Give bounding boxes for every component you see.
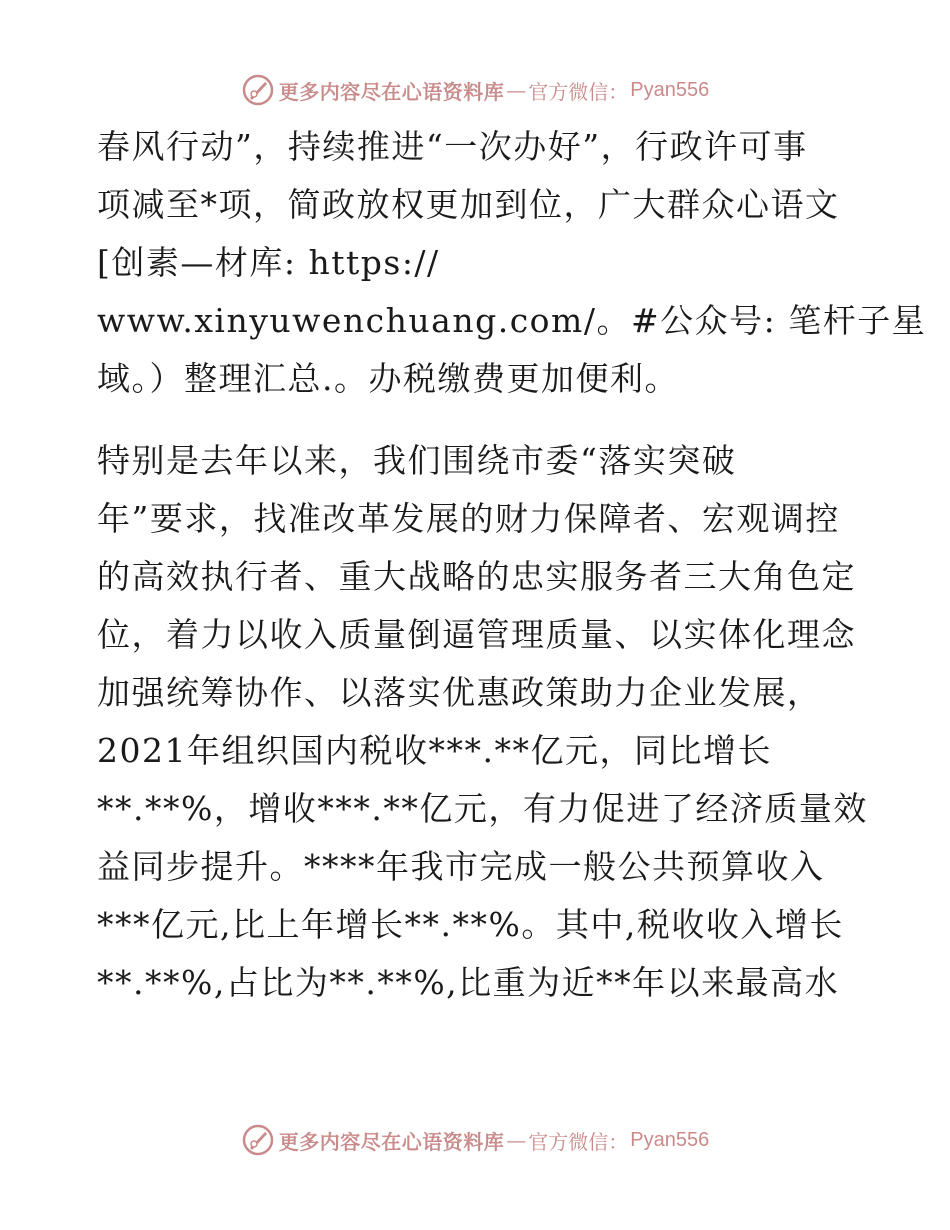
text-line: ***亿元,比上年增长**.**%。其中,税收收入增长 [97, 905, 844, 944]
text-line: 2021年组织国内税收***.**亿元，同比增长 [97, 731, 772, 770]
header-watermark [0, 70, 950, 110]
banner-separator: — [506, 1128, 527, 1152]
paragraph-gap [97, 408, 857, 432]
wechat-label: 官方微信： [528, 1129, 629, 1154]
text-line: www.xinyuwenchuang.com/。#公众号: 笔杆子星 [97, 301, 927, 340]
paragraph-1 [97, 118, 927, 408]
document-body [97, 118, 927, 1012]
text-line: 加强统筹协作、以落实优惠政策助力企业发展， [97, 673, 822, 712]
text-line: 域。）整理汇总.。办税缴费更加便利。 [97, 359, 679, 398]
text-line: 的高效执行者、重大战略的忠实服务者三大角色定 [97, 557, 856, 596]
text-line: 特别是去年以来，我们围绕市委“落实突破 [97, 441, 737, 480]
text-line: 位，着力以收入质量倒逼管理质量、以实体化理念 [97, 615, 856, 654]
site-text: 更多内容尽在心语资料库 [278, 1129, 505, 1154]
wechat-label: 官方微信： [528, 79, 629, 104]
wechat-id: Pyan556 [630, 78, 710, 101]
text-line: 年”要求，找准改革发展的财力保障者、宏观调控 [97, 499, 840, 538]
banner-separator: — [506, 78, 527, 102]
quill-logo-icon [241, 73, 275, 107]
text-line: 益同步提升。****年我市完成一般公共预算收入 [97, 847, 825, 886]
text-line: **.**%,占比为**.**%,比重为近**年以来最高水 [97, 963, 840, 1002]
text-line: 项减至*项，简政放权更加到位，广大群众心语文 [97, 185, 840, 224]
footer-watermark [0, 1120, 950, 1160]
quill-logo-icon [241, 1123, 275, 1157]
text-line: **.**%，增收***.**亿元，有力促进了经济质量效 [97, 789, 868, 828]
text-line: [创素—材库: https:// [97, 243, 440, 282]
paragraph-2 [97, 432, 868, 1012]
site-text: 更多内容尽在心语资料库 [278, 79, 505, 104]
wechat-id: Pyan556 [630, 1128, 710, 1151]
text-line: 春风行动”，持续推进“一次办好”，行政许可事 [97, 127, 808, 166]
